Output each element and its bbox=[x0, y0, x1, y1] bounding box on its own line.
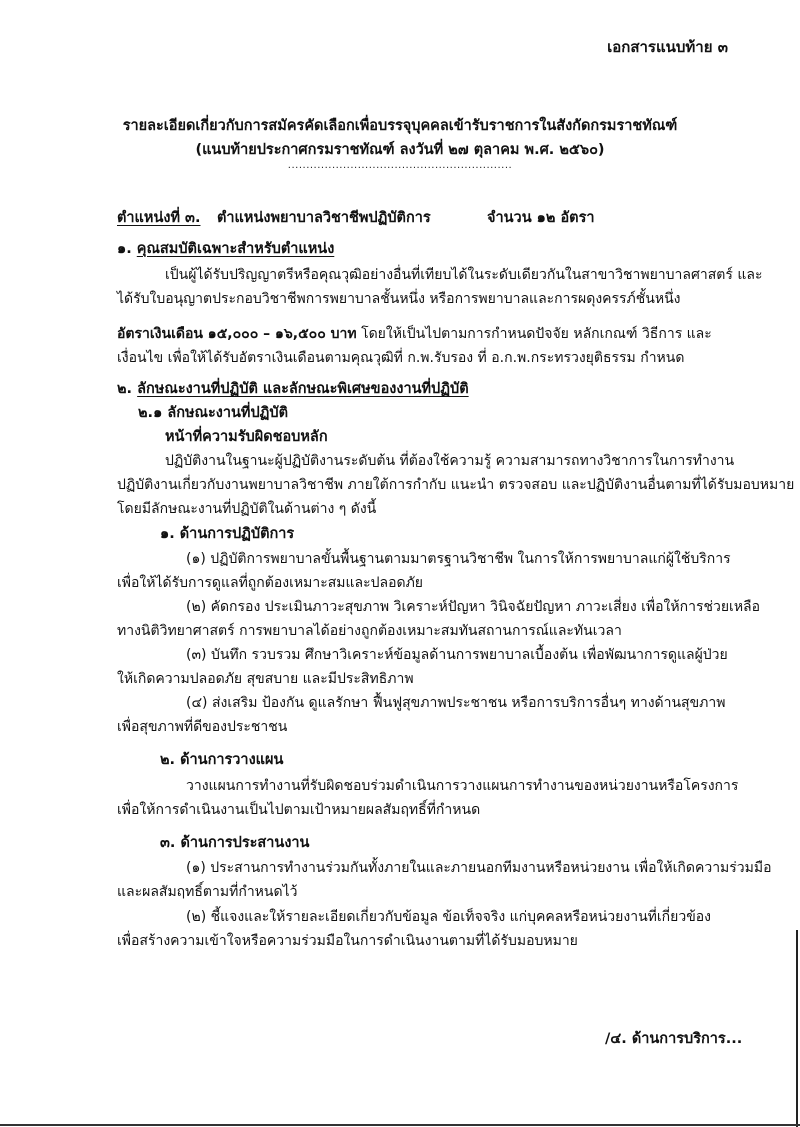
document-title: รายละเอียดเกี่ยวกับการสมัครคัดเลือกเพื่อบรรจุบุคคลเข้ารับราชการในสังกัดกรมราชทัณฑ์ bbox=[122, 118, 678, 134]
scan-edge-bottom bbox=[0, 1124, 800, 1126]
duties-heading: หน้าที่ความรับผิดชอบหลัก bbox=[165, 429, 328, 445]
title-separator: ............................................................. bbox=[287, 160, 513, 171]
section1-heading bbox=[117, 240, 334, 258]
operations-item3-line2: ให้เกิดความปลอดภัย สุขสบาย และมีประสิทธิภาพ bbox=[117, 671, 414, 687]
planning-item1-line1: วางแผนการทำงานที่รับผิดชอบร่วมดำเนินการวางแผนการทำงานของหน่วยงานหรือโครงการ bbox=[186, 778, 739, 794]
position-count: จำนวน ๑๒ อัตรา bbox=[487, 210, 595, 226]
coordination-item1-line2: และผลสัมฤทธิ์ตามที่กำหนดไว้ bbox=[117, 884, 298, 900]
position-label: ตำแหน่งที่ ๓. bbox=[117, 210, 201, 226]
coordination-item1-line1: (๑) ประสานการทำงานร่วมกันทั้งภายในและภายนอกทีมงานหรือหน่วยงาน เพื่อให้เกิดความร่วมมือ bbox=[186, 860, 772, 876]
section2-heading bbox=[117, 380, 469, 398]
operations-item4-line2: เพื่อสุขภาพที่ดีของประชาชน bbox=[117, 719, 288, 735]
operations-item2-line1: (๒) คัดกรอง ประเมินภาวะสุขภาพ วิเคราะห์ปัญหา วินิจฉัยปัญหา ภาวะเสี่ยง เพื่อให้การช่วยเหลือ bbox=[186, 599, 761, 615]
salary-line1 bbox=[117, 325, 712, 343]
intro-line1: ปฏิบัติงานในฐานะผู้ปฏิบัติงานระดับต้น ที่ต้องใช้ความรู้ ความสามารถทางวิชาการในการทำงาน bbox=[165, 453, 735, 469]
operations-item1-line2: เพื่อให้ได้รับการดูแลที่ถูกต้องเหมาะสมและปลอดภัย bbox=[117, 575, 424, 591]
position-name: ตำแหน่งพยาบาลวิชาชีพปฏิบัติการ bbox=[217, 210, 431, 226]
coordination-item2-line1: (๒) ชี้แจงและให้รายละเอียดเกี่ยวกับข้อมูล ข้อเท็จจริง แก่บุคคลหรือหน่วยงานที่เกี่ยวข้อง bbox=[186, 909, 712, 925]
salary-conditions: โดยให้เป็นไปตามการกำหนดปัจจัย หลักเกณฑ์ วิธีการ และ bbox=[356, 326, 712, 342]
operations-item3-line1: (๓) บันทึก รวบรวม ศึกษาวิเคราะห์ข้อมูลด้านการพยาบาลเบื้องต้น เพื่อพัฒนาการดูแลผู้ป่วย bbox=[186, 647, 728, 663]
qualification-line1: เป็นผู้ได้รับปริญญาตรีหรือคุณวุฒิอย่างอื่นที่เทียบได้ในระดับเดียวกันในสาขาวิชาพยาบาลศาสตร์ และ bbox=[165, 267, 763, 283]
section2-number: ๒. bbox=[117, 381, 133, 397]
intro-line3: โดยมีลักษณะงานที่ปฏิบัติในด้านต่าง ๆ ดังนี้ bbox=[117, 501, 377, 517]
coordination-item2-line2: เพื่อสร้างความเข้าใจหรือความร่วมมือในการดำเนินงานตามที่ได้รับมอบหมาย bbox=[117, 933, 578, 949]
section1-number: ๑. bbox=[117, 241, 132, 257]
scan-edge-right bbox=[796, 930, 798, 1127]
salary-range: อัตราเงินเดือน ๑๕,๐๐๐ – ๑๖,๕๐๐ บาท bbox=[117, 326, 357, 342]
document-subtitle: (แนบท้ายประกาศกรมราชทัณฑ์ ลงวันที่ ๒๗ ตุลาคม พ.ศ. ๒๕๖๐) bbox=[195, 142, 605, 158]
salary-line2: เงื่อนไข เพื่อให้ได้รับอัตราเงินเดือนตามคุณวุฒิที่ ก.พ.รับรอง ที่ อ.ก.พ.กระทรวงยุติธรรม กำหนด bbox=[117, 350, 685, 366]
qualification-line2: ได้รับใบอนุญาตประกอบวิชาชีพการพยาบาลชั้นหนึ่ง หรือการพยาบาลและการผดุงครรภ์ชั้นหนึ่ง bbox=[117, 291, 681, 307]
area-planning-heading: ๒. ด้านการวางแผน bbox=[160, 752, 284, 768]
area-operations-heading: ๑. ด้านการปฏิบัติการ bbox=[160, 526, 295, 542]
continuation-note: /๔. ด้านการบริการ... bbox=[605, 1031, 743, 1047]
section2-title: ลักษณะงานที่ปฏิบัติ และลักษณะพิเศษของงานที่ปฏิบัติ bbox=[137, 381, 469, 397]
area-coordination-heading: ๓. ด้านการประสานงาน bbox=[160, 835, 310, 851]
section1-title: คุณสมบัติเฉพาะสำหรับตำแหน่ง bbox=[136, 241, 335, 257]
operations-item4-line1: (๔) ส่งเสริม ป้องกัน ดูแลรักษา ฟื้นฟูสุขภาพประชาชน หรือการบริการอื่นๆ ทางด้านสุขภาพ bbox=[186, 695, 726, 711]
section2-1-heading: ๒.๑ ลักษณะงานที่ปฏิบัติ bbox=[138, 405, 289, 421]
operations-item1-line1: (๑) ปฏิบัติการพยาบาลขั้นพื้นฐานตามมาตรฐานวิชาชีพ ในการให้การพยาบาลแก่ผู้ใช้บริการ bbox=[186, 551, 731, 567]
annex-label: เอกสารแนบท้าย ๓ bbox=[607, 38, 728, 56]
planning-item1-line2: เพื่อให้การดำเนินงานเป็นไปตามเป้าหมายผลสัมฤทธิ์ที่กำหนด bbox=[117, 802, 481, 818]
intro-line2: ปฏิบัติงานเกี่ยวกับงานพยาบาลวิชาชีพ ภายใต้การกำกับ แนะนำ ตรวจสอบ และปฏิบัติงานอื่นตามที่ได้รับมอบหมาย bbox=[117, 477, 795, 493]
operations-item2-line2: ทางนิติวิทยาศาสตร์ การพยาบาลได้อย่างถูกต้องเหมาะสมทันสถานการณ์และทันเวลา bbox=[117, 623, 622, 639]
